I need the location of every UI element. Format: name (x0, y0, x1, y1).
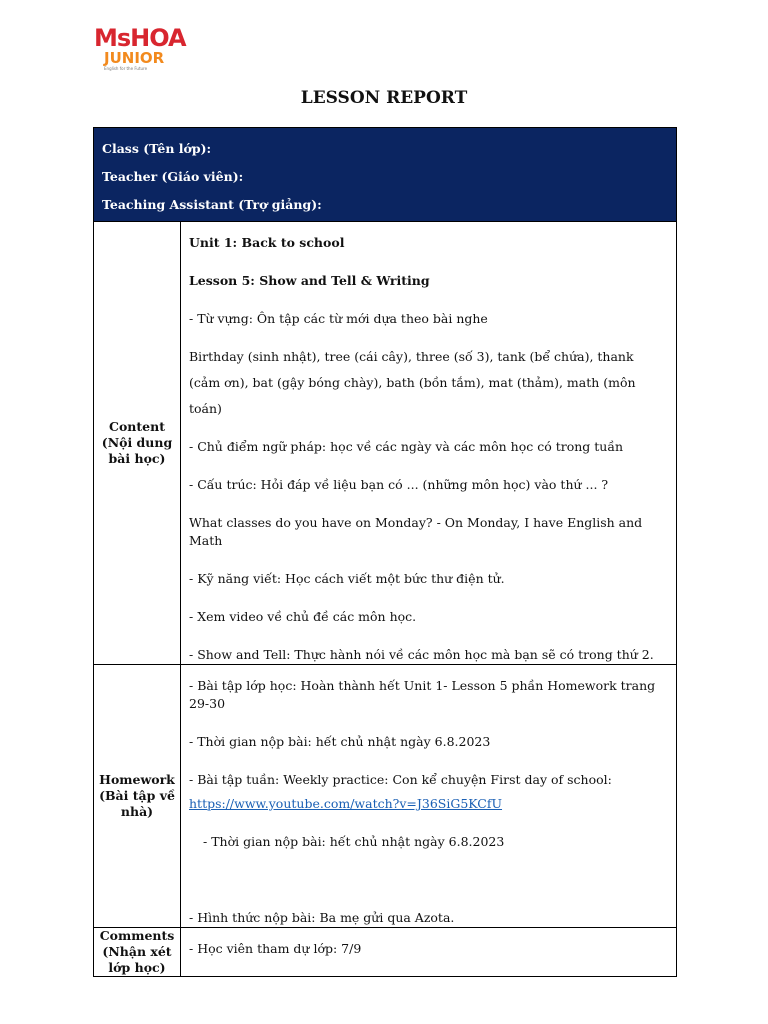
header-row (94, 128, 677, 222)
class-exercise-line: - Bài tập lớp học: Hoàn thành hết Unit 1- Lesson 5 phần Homework trang 29-30 (189, 678, 656, 711)
comments-cell (181, 928, 677, 977)
comments-row (94, 928, 677, 977)
show-line: - Show and Tell: Thực hành nói về các môn học mà bạn sẽ có trong thứ 2. (189, 647, 654, 662)
teacher-field: Teacher (Giáo viên): (102, 169, 244, 184)
structure-line: - Cấu trúc: Hỏi đáp về liệu bạn có ... (những môn học) vào thứ ... ? (189, 477, 609, 492)
content-cell (181, 222, 677, 665)
unit-title: Unit 1: Back to school (189, 235, 345, 250)
lesson-title: Lesson 5: Show and Tell & Writing (189, 273, 430, 288)
page-title: LESSON REPORT (300, 88, 468, 108)
homework-label: Homework (Bài tập về nhà) (94, 665, 181, 928)
example-line: What classes do you have on Monday? - On Monday, I have English and Math (189, 515, 643, 548)
grammar-line: - Chủ điểm ngữ pháp: học về các ngày và các môn học có trong tuần (189, 439, 624, 454)
weekly-practice-line: - Bài tập tuần: Weekly practice: Con kể chuyện First day of school: (189, 772, 612, 787)
header-cell (94, 128, 677, 222)
comments-label: Comments (Nhận xét lớp học) (94, 928, 181, 977)
mshoa-junior-logo (94, 26, 194, 74)
submission-line: - Hình thức nộp bài: Ba mẹ gửi qua Azota. (189, 910, 455, 925)
content-label: Content (Nội dung bài học) (94, 222, 181, 665)
logo-main-text: MsHOA (94, 24, 186, 52)
words-line: Birthday (sinh nhật), tree (cái cây), three (số 3), tank (bể chứa), thank (cảm ơn), bat (gậy bóng chày), bath (bồn tắm), mat (thảm), math (môn toán) (189, 349, 636, 416)
attendance-line: - Học viên tham dự lớp: 7/9 (189, 941, 362, 956)
video-line: - Xem video về chủ đề các môn học. (189, 609, 417, 624)
homework-row (94, 665, 677, 928)
writing-line: - Kỹ năng viết: Học cách viết một bức thư điện tử. (189, 571, 505, 586)
homework-cell (181, 665, 677, 928)
vocab-line: - Từ vựng: Ôn tập các từ mới dựa theo bài nghe (189, 311, 488, 326)
deadline-line-1: - Thời gian nộp bài: hết chủ nhật ngày 6.8.2023 (189, 734, 491, 749)
assistant-field: Teaching Assistant (Trợ giảng): (102, 197, 322, 212)
class-field: Class (Tên lớp): (102, 141, 212, 156)
lesson-report-table (93, 127, 677, 977)
logo-tagline: English for the Future (104, 66, 148, 71)
content-row (94, 222, 677, 665)
deadline-line-2: - Thời gian nộp bài: hết chủ nhật ngày 6.8.2023 (203, 834, 505, 849)
youtube-link[interactable]: https://www.youtube.com/watch?v=J36SiG5KCfU (189, 796, 503, 811)
logo-junior-text: JUNIOR (104, 49, 165, 67)
